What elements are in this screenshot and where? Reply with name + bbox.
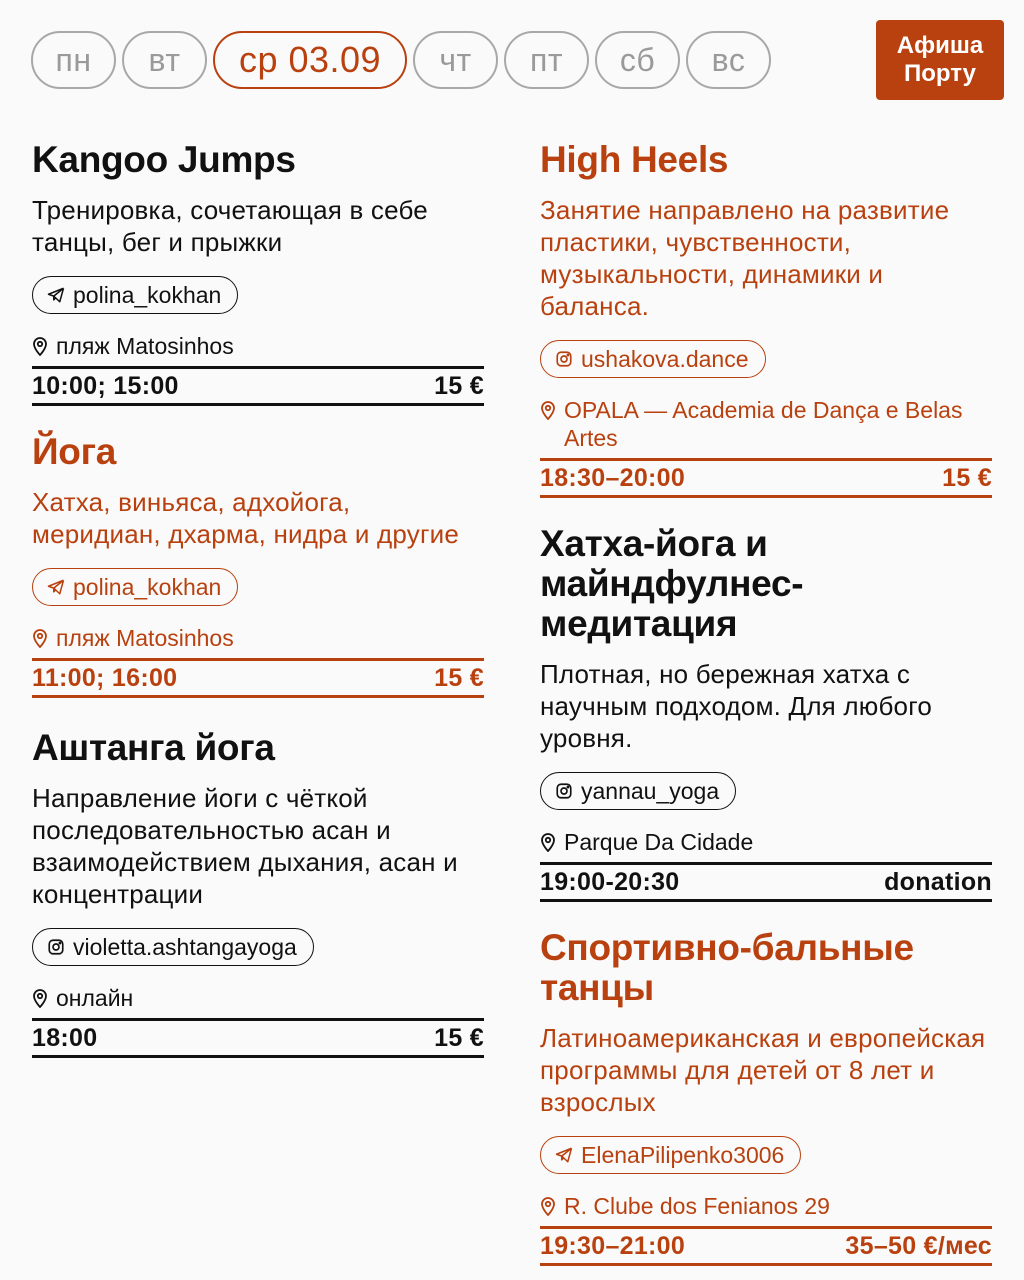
contact-link[interactable]	[32, 568, 238, 606]
event-title: Kangoo Jumps	[32, 139, 296, 180]
event-meta	[32, 658, 484, 698]
contact-handle: ushakova.dance	[581, 345, 749, 372]
event-description: Занятие направлено на развитие пластики, чувственности, музыкальности, динамики и баланса.	[540, 195, 950, 321]
event-price: donation	[884, 867, 992, 896]
day-selector	[31, 31, 771, 89]
event-time: 19:30–21:00	[540, 1231, 686, 1260]
contact-handle: polina_kokhan	[73, 281, 222, 308]
left-column	[32, 140, 484, 1088]
day-tab-mon[interactable]: пн	[31, 31, 116, 89]
event-card-ballroom	[540, 928, 992, 1266]
location-text: OPALA — Academia de Dança e Belas Artes	[564, 397, 963, 451]
brand-line-1: Афиша	[896, 32, 984, 59]
instagram-icon	[47, 938, 65, 956]
brand-line-2: Порту	[904, 60, 976, 87]
contact-link[interactable]	[32, 276, 238, 314]
event-meta	[540, 458, 992, 498]
event-location	[540, 396, 992, 452]
day-tab-tue[interactable]: вт	[122, 31, 207, 89]
event-meta	[32, 1018, 484, 1058]
event-meta	[540, 862, 992, 902]
event-location	[540, 1192, 992, 1220]
location-text: пляж Matosinhos	[56, 625, 234, 651]
event-time: 11:00; 16:00	[32, 663, 178, 692]
event-title: Аштанга йога	[32, 727, 275, 768]
event-card-yoga	[32, 432, 484, 698]
event-title: High Heels	[540, 139, 729, 180]
day-tab-wed-active[interactable]: ср 03.09	[213, 31, 407, 89]
event-title: Спортивно-бальные танцы	[540, 927, 914, 1008]
event-meta	[540, 1226, 992, 1266]
contact-handle: yannau_yoga	[581, 777, 720, 804]
event-location	[32, 332, 484, 360]
location-pin-icon	[32, 988, 48, 1008]
event-title: Йога	[32, 431, 116, 472]
event-price: 35–50 €/мес	[845, 1231, 992, 1260]
contact-handle: polina_kokhan	[73, 573, 222, 600]
event-location	[32, 624, 484, 652]
location-text: онлайн	[56, 985, 134, 1011]
telegram-icon	[47, 578, 65, 596]
location-text: Parque Da Cidade	[564, 829, 754, 855]
event-description: Латиноамериканская и европейская программы для детей от 8 лет и взрослых	[540, 1023, 986, 1117]
event-description: Направление йоги с чёткой последовательностью асан и взаимодействием дыхания, асан и концентрации	[32, 783, 458, 909]
event-time: 10:00; 15:00	[32, 371, 179, 400]
event-description: Хатха, виньяса, адхойога, меридиан, дхарма, нидра и другие	[32, 487, 460, 549]
day-tab-fri[interactable]: пт	[504, 31, 589, 89]
location-pin-icon	[32, 628, 48, 648]
location-pin-icon	[540, 400, 556, 420]
day-tab-thu[interactable]: чт	[413, 31, 498, 89]
instagram-icon	[555, 782, 573, 800]
event-title: Хатха-йога и майндфулнес-медитация	[540, 523, 804, 644]
instagram-icon	[555, 350, 573, 368]
event-price: 15 €	[434, 1023, 484, 1052]
right-column	[540, 140, 992, 1280]
contact-link[interactable]	[540, 772, 736, 810]
event-time: 18:00	[32, 1023, 98, 1052]
telegram-icon	[555, 1146, 573, 1164]
contact-handle: ElenaPilipenko3006	[581, 1141, 785, 1168]
event-meta	[32, 366, 484, 406]
event-price: 15 €	[942, 463, 992, 492]
event-card-ashtanga	[32, 728, 484, 1058]
location-text: пляж Matosinhos	[56, 333, 234, 359]
location-text: R. Clube dos Fenianos 29	[564, 1193, 830, 1219]
event-location	[540, 828, 992, 856]
contact-handle: violetta.ashtangayoga	[73, 933, 297, 960]
event-card-hatha-mindfulness	[540, 524, 992, 902]
event-time: 19:00-20:30	[540, 867, 680, 896]
event-location	[32, 984, 484, 1012]
brand-logo	[876, 20, 1004, 100]
event-card-high-heels	[540, 140, 992, 498]
event-time: 18:30–20:00	[540, 463, 686, 492]
location-pin-icon	[540, 1196, 556, 1216]
event-card-kangoo	[32, 140, 484, 406]
contact-link[interactable]	[540, 340, 766, 378]
contact-link[interactable]	[32, 928, 314, 966]
day-tab-sun[interactable]: вс	[686, 31, 771, 89]
contact-link[interactable]	[540, 1136, 801, 1174]
event-price: 15 €	[434, 663, 484, 692]
event-description: Плотная, но бережная хатха с научным подходом. Для любого уровня.	[540, 659, 932, 753]
telegram-icon	[47, 286, 65, 304]
location-pin-icon	[32, 336, 48, 356]
event-description: Тренировка, сочетающая в себе танцы, бег и прыжки	[32, 195, 428, 257]
event-price: 15 €	[434, 371, 484, 400]
day-tab-sat[interactable]: сб	[595, 31, 680, 89]
location-pin-icon	[540, 832, 556, 852]
